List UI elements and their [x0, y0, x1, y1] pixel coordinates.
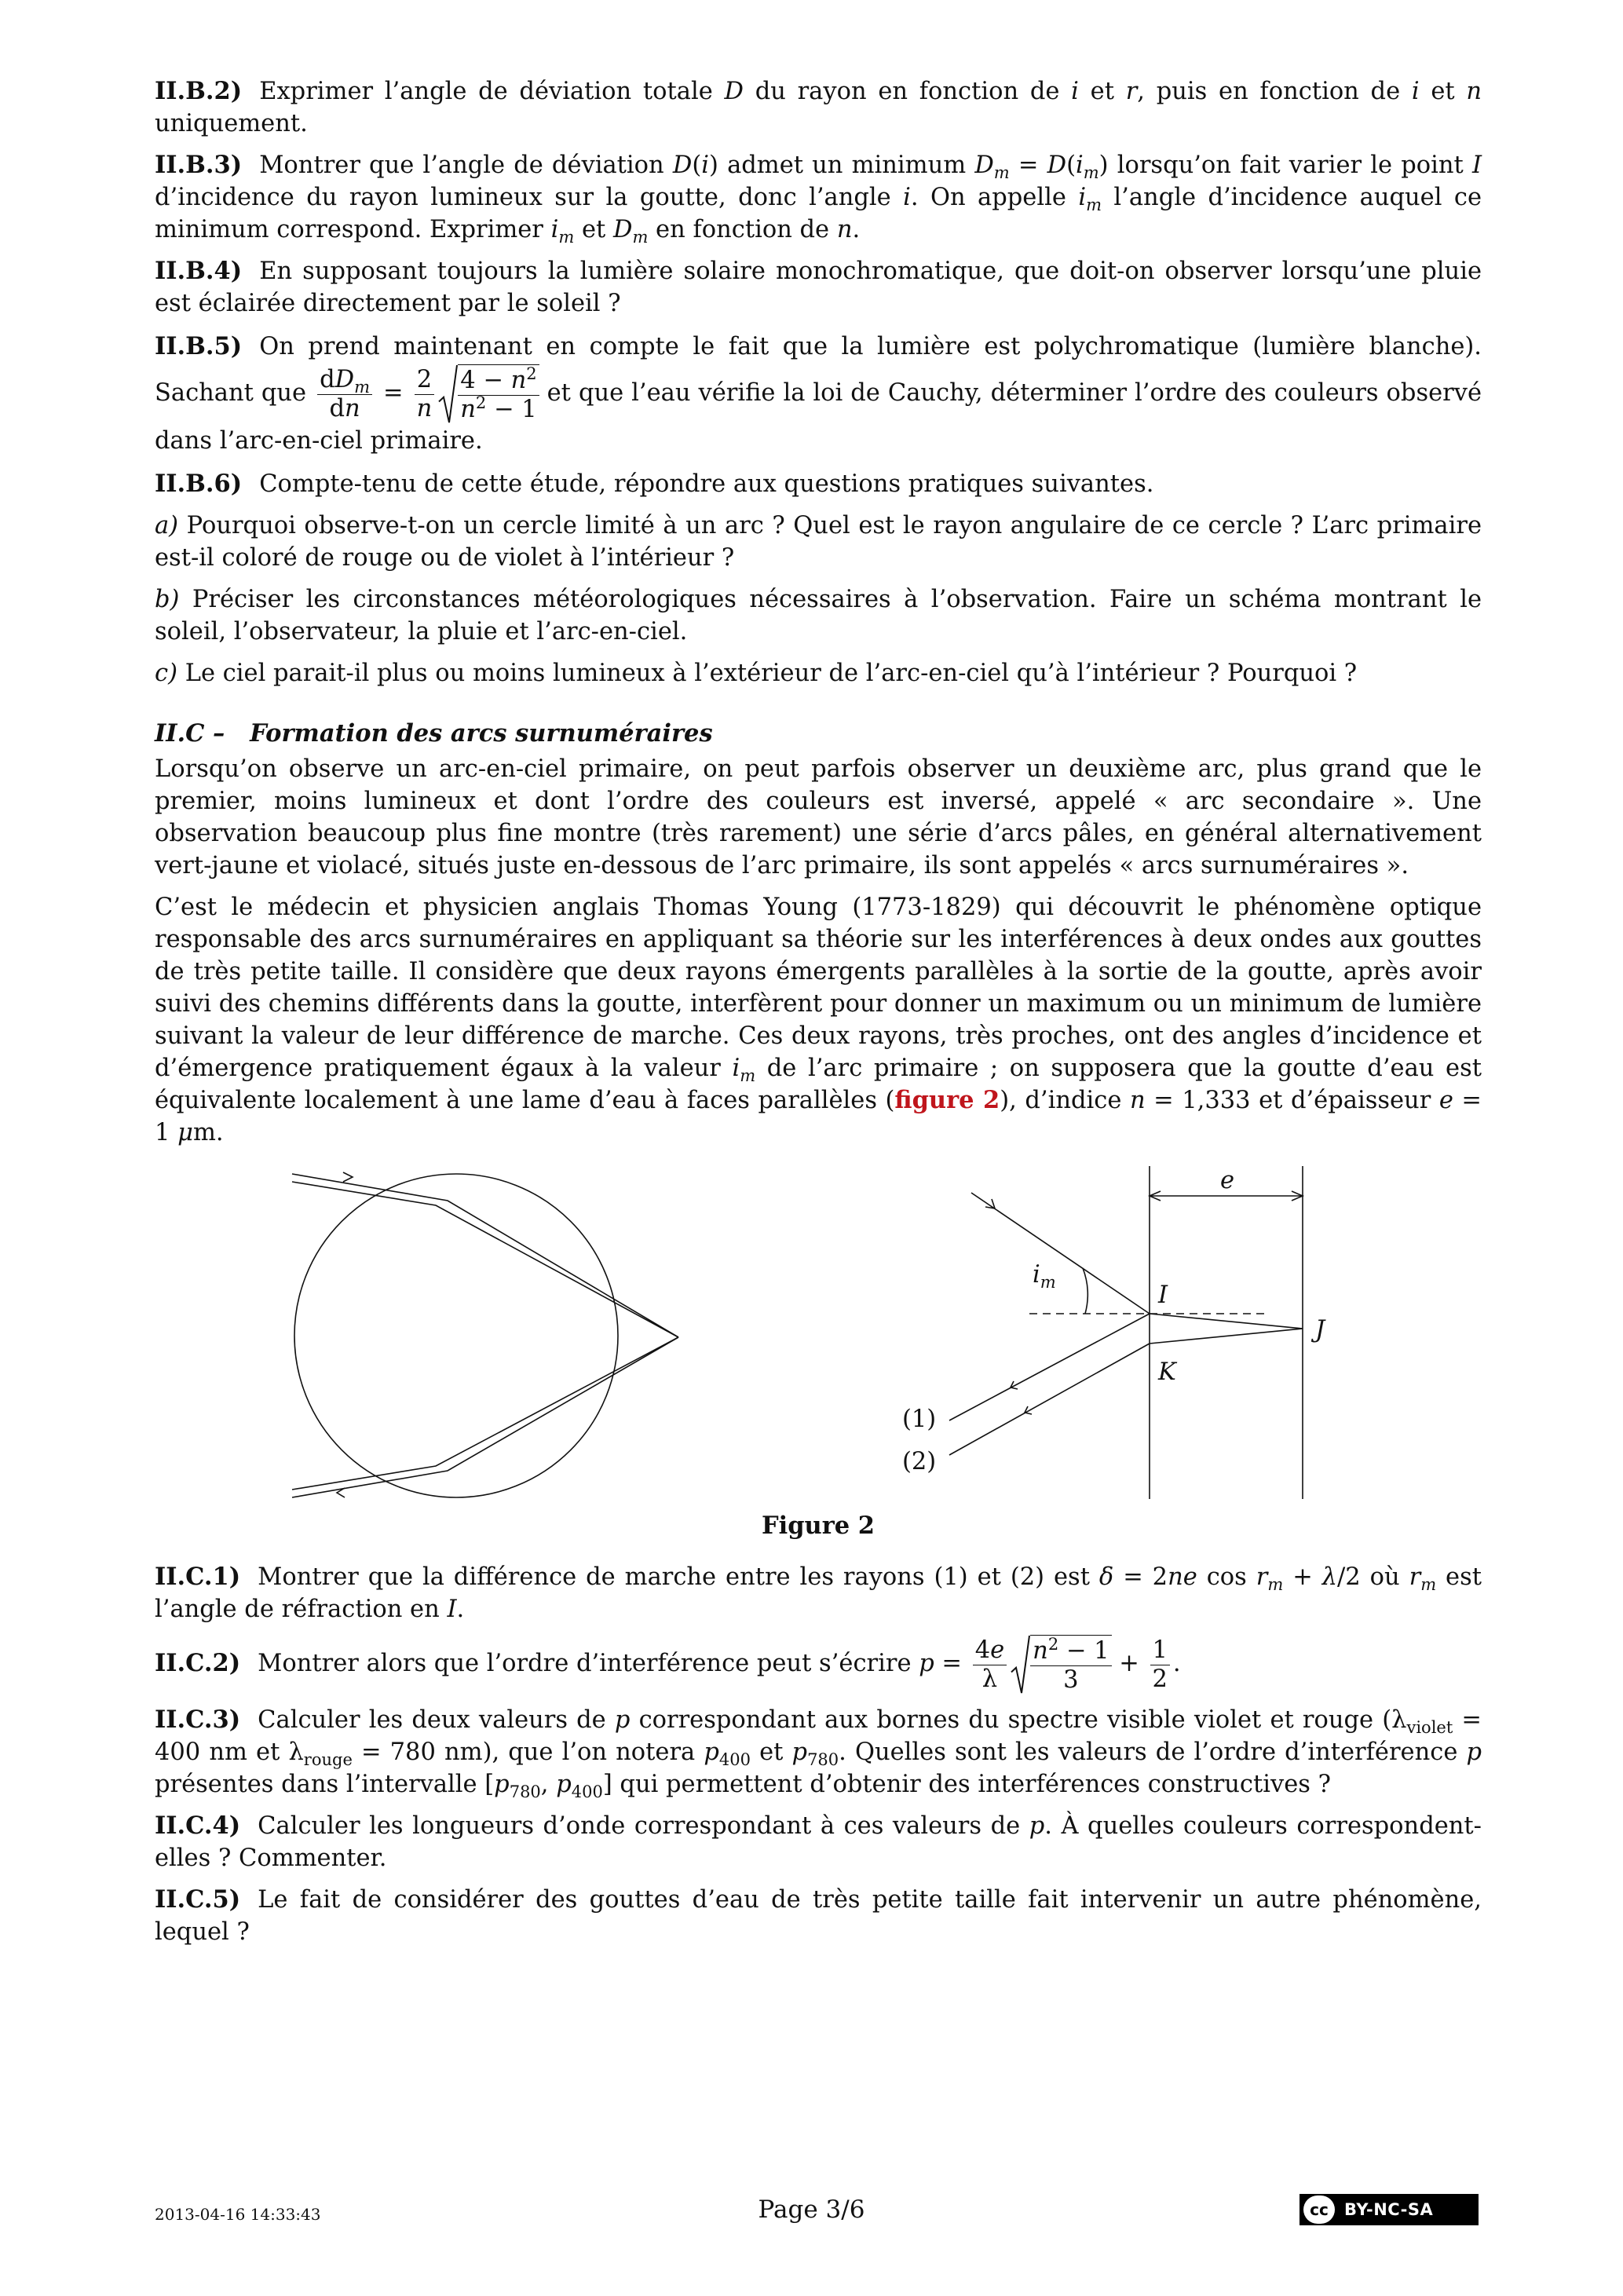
paragraph-young: C’est le médecin et physicien anglais Thomas Young (1773-1829) qui découvrit le phénomène optique responsable des arcs surnuméraires en appliquant sa théorie sur les interférences à deux ondes aux gouttes de très petite taille. Il considère que deux rayons émergents parallèles à la sortie de la goutte, après avoir suivi des chemins différents dans la goutte, interfèrent pour donner un maximum ou un minimum de lumière suivant la valeur de leur différence de marche. Ces deux rayons, très proches, ont des angles d’incidence et d’émergence pratiquement égaux à la valeur $i_m$ de l’arc primaire ; on supposera que la goutte d’eau est équivalente localement à une lame d’eau à faces parallèles (figure 2), d’indice n = 1,333 et d’épaisseur e = 1 μm. [155, 894, 1482, 1146]
ray-in-lower [292, 1182, 678, 1337]
license-label: BY-NC-SA [1344, 2200, 1434, 2219]
arrow-in [343, 1172, 353, 1182]
water-drop-diagram [292, 1172, 678, 1497]
label-K: K [1158, 1358, 1176, 1386]
incident-ray [971, 1193, 1150, 1314]
question-IIB6-b: b) Préciser les circonstances météorologiques nécessaires à l’observation. Faire un schéma montrant le soleil, l’observateur, la pluie et l’arc-en-ciel. [155, 586, 1482, 645]
refracted-IJ [1150, 1314, 1303, 1329]
page-content [155, 75, 1482, 1958]
label-J: J [1315, 1316, 1325, 1344]
question-IIC1: II.C.1) Montrer que la différence de marche entre les rayons (1) et (2) est δ = 2ne $\cos r_m + \lambda/2$ où $r_m$ est l’angle de réfraction en I. [155, 1563, 1482, 1623]
figure-2 [155, 1160, 1482, 1505]
label-e: e [1220, 1167, 1235, 1194]
section-heading-IIC: II.C – Formation des arcs surnuméraires [155, 719, 713, 748]
footer-page-number: Page 3/6 [758, 2195, 865, 2224]
label-ray-1: (1) [902, 1406, 937, 1433]
figure-2-caption: Figure 2 [761, 1512, 875, 1540]
question-IIC2: II.C.2) Montrer alors que l’ordre d’interférence peut s’écrire p = $\frac{4e}{\lambda}$ $\frac{n^2 - 1}{3}$ + $\frac{1}{2}$ . [155, 1634, 1181, 1694]
figure-2-link[interactable]: figure 2 [894, 1086, 1000, 1114]
ray-out-lower [292, 1337, 678, 1497]
thin-film-diagram [949, 1166, 1303, 1499]
question-IIB6: II.B.6) Compte-tenu de cette étude, répondre aux questions pratiques suivantes. [155, 470, 1154, 498]
question-IIB2: II.B.2) Exprimer l’angle de déviation totale D du rayon en fonction de i et r, puis en fonction de i et n uniquement. [155, 77, 1482, 137]
question-IIB6-a: a) Pourquoi observe-t-on un cercle limité à un arc ? Quel est le rayon angulaire de ce cercle ? L’arc primaire est-il coloré de rouge ou de violet à l’intérieur ? [155, 512, 1482, 572]
question-IIC3: II.C.3) Calculer les deux valeurs de p correspondant aux bornes du spectre visible violet et rouge ($\lambda_{violet} = 400$ nm et $\lambda_{rouge} = 780$ nm), que l’on notera $p_{400}$ et $p_{780}$. Quelles sont les valeurs de l’ordre d’interférence p présentes dans l’intervalle [$p_{780}$, $p_{400}$] qui permettent d’obtenir des interférences constructives ? [155, 1706, 1482, 1802]
formula-4e-lambda: $\frac{4e}{\lambda}$ [973, 1636, 1007, 1694]
sqrt-formula: $\frac{4 - n^2}{n^2 - 1}$ [437, 364, 539, 424]
question-IIC5: II.C.5) Le fait de considérer des gouttes d’eau de très petite taille fait intervenir un autre phénomène, lequel ? [155, 1885, 1482, 1946]
cc-license-badge[interactable] [1299, 2194, 1479, 2225]
drop-circle [294, 1174, 618, 1497]
ray-2 [949, 1344, 1150, 1455]
label-ray-2: (2) [902, 1448, 937, 1475]
paragraph-arcs: Lorsqu’on observe un arc-en-ciel primaire, on peut parfois observer un deuxième arc, plus grand que le premier, moins lumineux et dont l’ordre des couleurs est inversé, appelé « arc secondaire ». Une observation beaucoup plus fine montre (très rarement) une série d’arcs pâles, en général alternativement vert-jaune et violacé, situés juste en-dessous de l’arc primaire, ils sont appelés « arcs surnuméraires ». [155, 755, 1482, 879]
creative-commons-icon: cc [1303, 2195, 1335, 2224]
figure-2-diagram [155, 1160, 1482, 1505]
footer-timestamp: 2013-04-16 14:33:43 [155, 2205, 321, 2224]
reflected-JK [1150, 1329, 1303, 1344]
label-I: I [1158, 1281, 1168, 1309]
formula-dDm-dn: $\frac{dD_m}{dn}$ [317, 366, 372, 423]
question-IIB5: II.B.5) On prend maintenant en compte le fait que la lumière est polychromatique (lumière blanche). Sachant que $\frac{dD_m}{dn}$ = $\frac{2}{n}$ $\frac{4 - n^2}{n^2 - 1}$ et que l’eau vérifie la loi de Cauchy, déterminer l’ordre des couleurs observé dans l’arc-en-ciel primaire. [155, 332, 1482, 455]
label-im: $i_m$ [1033, 1261, 1056, 1292]
question-IIB4: II.B.4) En supposant toujours la lumière solaire monochromatique, que doit-on observer lorsqu’une pluie est éclairée directement par le soleil ? [155, 257, 1482, 317]
ray-out-upper [292, 1337, 678, 1490]
ray-in-upper [292, 1174, 678, 1337]
question-IIB6-c: c) Le ciel parait-il plus ou moins lumineux à l’extérieur de l’arc-en-ciel qu’à l’intérieur ? Pourquoi ? [155, 660, 1358, 687]
question-IIC4: II.C.4) Calculer les longueurs d’onde correspondant à ces valeurs de p. À quelles couleurs correspondent-elles ? Commenter. [155, 1812, 1482, 1872]
angle-arc-im [1083, 1268, 1087, 1314]
question-IIB3: II.B.3) Montrer que l’angle de déviation D(i) admet un minimum $D_m = D(i_m)$ lorsqu’on fait varier le point I d’incidence du rayon lumineux sur la goutte, donc l’angle i. On appelle $i_m$ l’angle d’incidence auquel ce minimum correspond. Exprimer $i_m$ et $D_m$ en fonction de n. [155, 151, 1482, 247]
ray-1 [949, 1314, 1150, 1420]
